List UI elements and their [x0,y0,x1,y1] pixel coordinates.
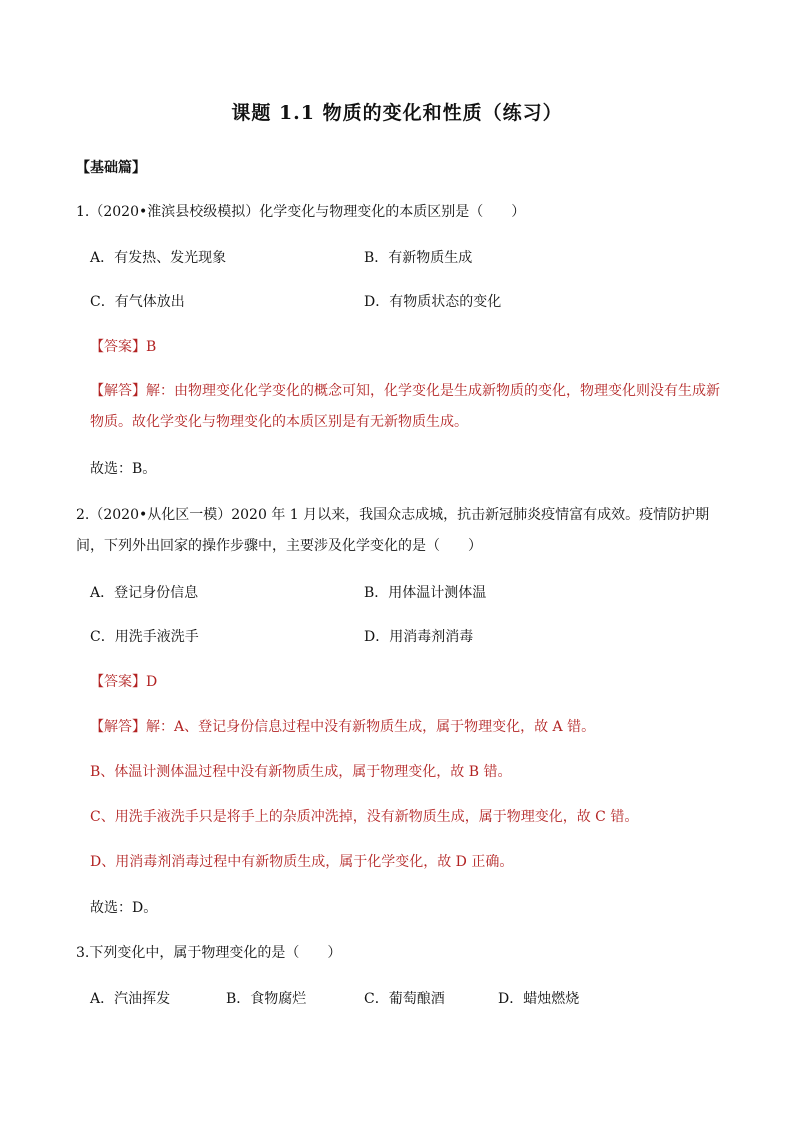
q1-option-a: A．有发热、发光现象 [90,250,227,266]
question-1-stem: 1.（2020•淮滨县校级模拟）化学变化与物理变化的本质区别是（ ） [76,204,526,220]
q3-option-d: D．蜡烛燃烧 [498,991,580,1007]
q2-answer-value: D [146,674,158,690]
q2-answer-label: 【答案】 [90,674,146,690]
q1-choose: 故选：B。 [90,461,157,477]
q2-option-a: A．登记身份信息 [90,585,199,601]
q2-option-b: B．用体温计测体温 [364,585,487,601]
q2-analysis-line-3: C、用洗手液洗手只是将手上的杂质冲洗掉，没有新物质生成，属于物理变化，故 C 错。 [90,809,639,825]
page-title: 课题 1.1 物质的变化和性质（练习） [231,102,563,124]
q2-answer [90,672,157,692]
q2-option-c: C．用洗手液洗手 [90,629,199,645]
q3-option-c: C．葡萄酿酒 [364,991,445,1007]
q1-option-b: B．有新物质生成 [364,250,473,266]
q2-analysis-label: 【解答】 [90,719,146,735]
question-3-stem: 3.下列变化中，属于物理变化的是（ ） [76,945,342,961]
q1-answer-label: 【答案】 [90,339,146,355]
q2-analysis-text-1: 解：A、登记身份信息过程中没有新物质生成，属于物理变化，故 A 错。 [146,719,596,735]
question-2-stem: 2.（2020•从化区一模）2020 年 1 月以来，我国众志成城，抗击新冠肺炎疫情富有成效。疫情防护期间，下列外出回家的操作步骤中，主要涉及化学变化的是（ ） [76,507,710,554]
q2-analysis-line-2: B、体温计测体温过程中没有新物质生成，属于物理变化，故 B 错。 [90,764,512,780]
q1-analysis [90,376,730,438]
q1-analysis-label: 【解答】 [90,383,146,399]
q2-analysis-line-4: D、用消毒剂消毒过程中有新物质生成，属于化学变化，故 D 正确。 [90,854,514,870]
q2-analysis-line-1 [90,717,595,737]
q2-choose: 故选：D。 [90,900,158,916]
section-heading: 【基础篇】 [76,160,146,176]
q1-option-c: C．有气体放出 [90,294,185,310]
q1-option-d: D．有物质状态的变化 [364,294,502,310]
q1-answer-value: B [146,339,157,355]
q1-analysis-text: 解：由物理变化化学变化的概念可知，化学变化是生成新物质的变化，物理变化则没有生成新物质。故化学变化与物理变化的本质区别是有无新物质生成。 [90,383,720,430]
q3-option-a: A．汽油挥发 [90,991,171,1007]
q3-option-b: B．食物腐烂 [226,991,307,1007]
q2-option-d: D．用消毒剂消毒 [364,629,474,645]
q1-answer [90,337,156,357]
